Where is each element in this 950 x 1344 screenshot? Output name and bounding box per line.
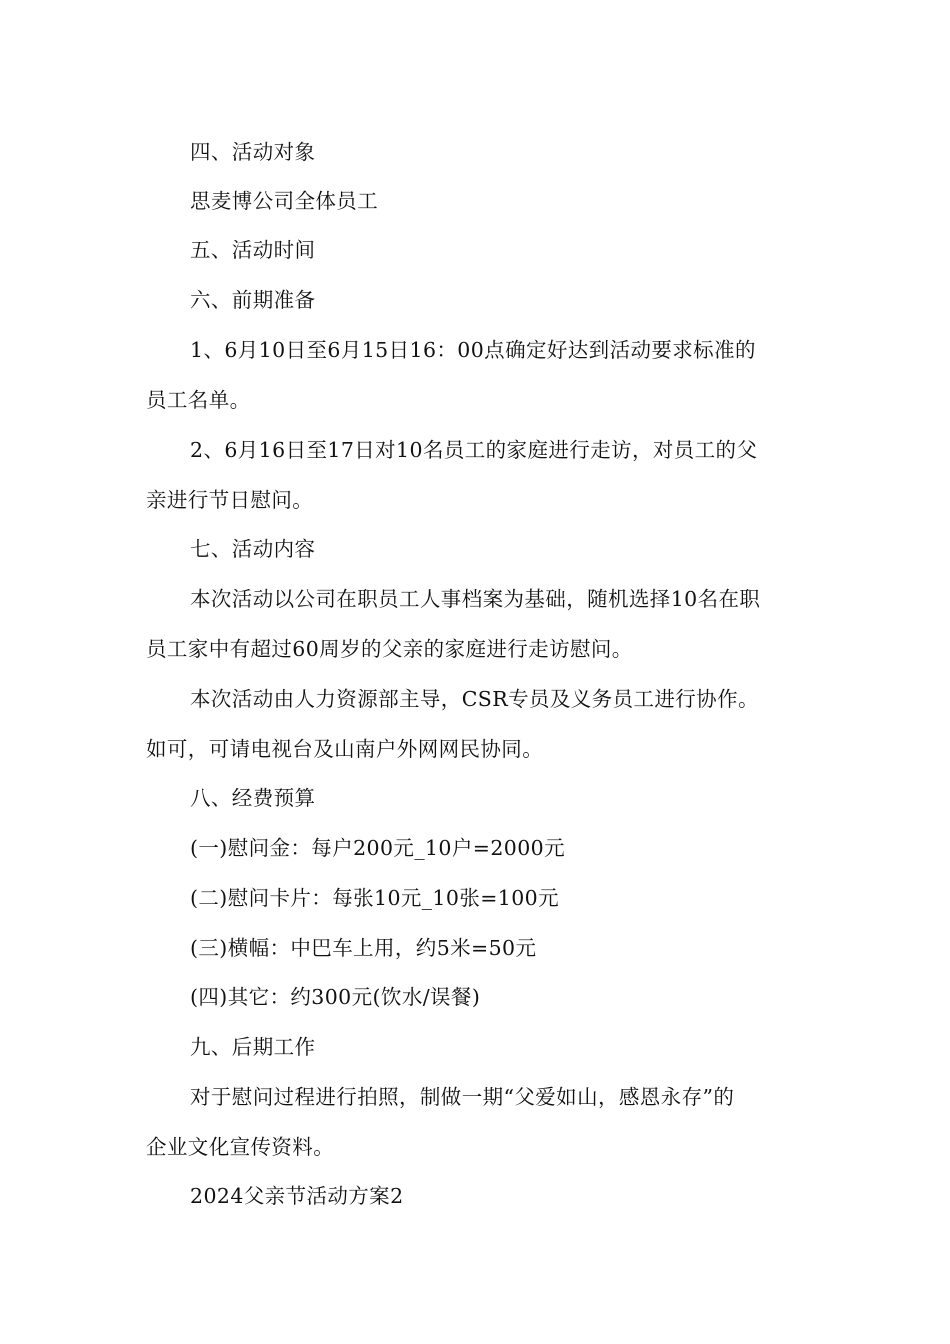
paragraph: 思麦博公司全体员工 (190, 189, 379, 213)
budget-item: (四)其它：约300元(饮水/误餐) (190, 985, 481, 1009)
section-heading-5: 五、活动时间 (190, 238, 316, 262)
budget-item: (三)横幅：中巴车上用，约5米=50元 (190, 936, 537, 960)
paragraph-line: 1、6月10日至6月15日16：00点确定好达到活动要求标准的 (190, 338, 756, 362)
section-heading-4: 四、活动对象 (190, 140, 316, 164)
paragraph-line: 员工名单。 (146, 388, 251, 412)
paragraph-line: 亲进行节日慰问。 (146, 488, 314, 512)
paragraph-line: 2、6月16日至17日对10名员工的家庭进行走访，对员工的父 (190, 438, 758, 462)
paragraph-line: 对于慰问过程进行拍照，制做一期“父爱如山，感恩永存”的 (190, 1085, 735, 1109)
document-title: 2024父亲节活动方案2 (190, 1184, 404, 1208)
paragraph-line: 本次活动由人力资源部主导，CSR专员及义务员工进行协作。 (190, 687, 759, 711)
section-heading-7: 七、活动内容 (190, 537, 316, 561)
budget-item: (二)慰问卡片：每张10元_10张=100元 (190, 886, 560, 910)
paragraph-line: 企业文化宣传资料。 (146, 1135, 335, 1159)
section-heading-8: 八、经费预算 (190, 786, 316, 810)
paragraph-line: 本次活动以公司在职员工人事档案为基础，随机选择10名在职 (190, 587, 761, 611)
paragraph-line: 员工家中有超过60周岁的父亲的家庭进行走访慰问。 (146, 637, 633, 661)
section-heading-9: 九、后期工作 (190, 1035, 316, 1059)
paragraph-line: 如可，可请电视台及山南户外网网民协同。 (146, 737, 544, 761)
budget-item: (一)慰问金：每户200元_10户=2000元 (190, 836, 566, 860)
section-heading-6: 六、前期准备 (190, 288, 316, 312)
